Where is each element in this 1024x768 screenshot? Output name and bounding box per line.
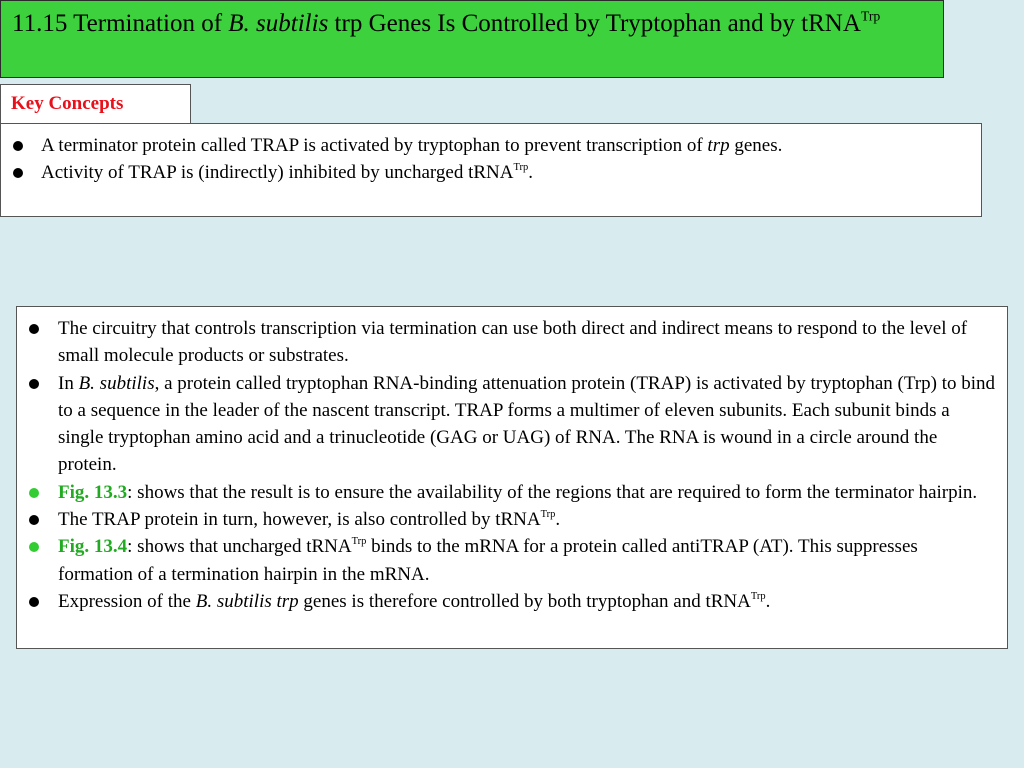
body-text-box [16, 306, 1008, 649]
key-concepts-label: Key Concepts [0, 84, 191, 124]
body-item: Fig. 13.4: shows that uncharged tRNA$^{Trp}$ binds to the mRNA for a protein called antiTRAP (AT). This suppresses formation of a termination hairpin in the mRNA. [27, 533, 997, 588]
bullet-icon [29, 379, 39, 389]
title-organism: B. subtilis [228, 10, 329, 37]
figure-reference: Fig. 13.4 [58, 536, 128, 558]
key-concept-item: A terminator protein called TRAP is activated by tryptophan to prevent transcription of trp genes. [11, 132, 971, 159]
body-item: Fig. 13.3: shows that the result is to ensure the availability of the regions that are required to form the terminator hairpin. [27, 479, 997, 506]
body-item: The circuitry that controls transcription via termination can use both direct and indirect means to respond to the level of small molecule products or substrates. [27, 315, 997, 370]
bullet-icon [13, 168, 23, 178]
bullet-icon [29, 515, 39, 525]
body-item: In B. subtilis, a protein called tryptophan RNA-binding attenuation protein (TRAP) is activated by tryptophan (Trp) to bind to a sequence in the leader of the nascent transcript. TRAP forms a multimer of eleven subunits. Each subunit binds a single tryptophan amino acid and a trinucleotide (GAG or UAG) of RNA. The RNA is wound in a circle around the protein. [27, 370, 997, 479]
title-superscript: Trp [860, 8, 881, 24]
bullet-icon [29, 324, 39, 334]
green-bullet-icon [29, 488, 39, 498]
figure-reference: Fig. 13.3 [58, 481, 128, 503]
bullet-icon [29, 597, 39, 607]
green-bullet-icon [29, 542, 39, 552]
title-suffix: trp Genes Is Controlled by Tryptophan and by tRNA [328, 10, 861, 37]
bullet-icon [13, 141, 23, 151]
slide-title [0, 0, 944, 78]
key-concepts-box [0, 123, 982, 217]
body-item: Expression of the B. subtilis trp genes is therefore controlled by both tryptophan and tRNA$^{Trp}$. [27, 588, 997, 615]
key-concept-item: Activity of TRAP is (indirectly) inhibited by uncharged tRNA$^{Trp}$. [11, 159, 971, 186]
title-prefix: 11.15 Termination of [12, 10, 229, 37]
body-list [27, 315, 997, 615]
key-concepts-list [11, 132, 971, 187]
body-item: The TRAP protein in turn, however, is also controlled by tRNA$^{Trp}$. [27, 506, 997, 533]
